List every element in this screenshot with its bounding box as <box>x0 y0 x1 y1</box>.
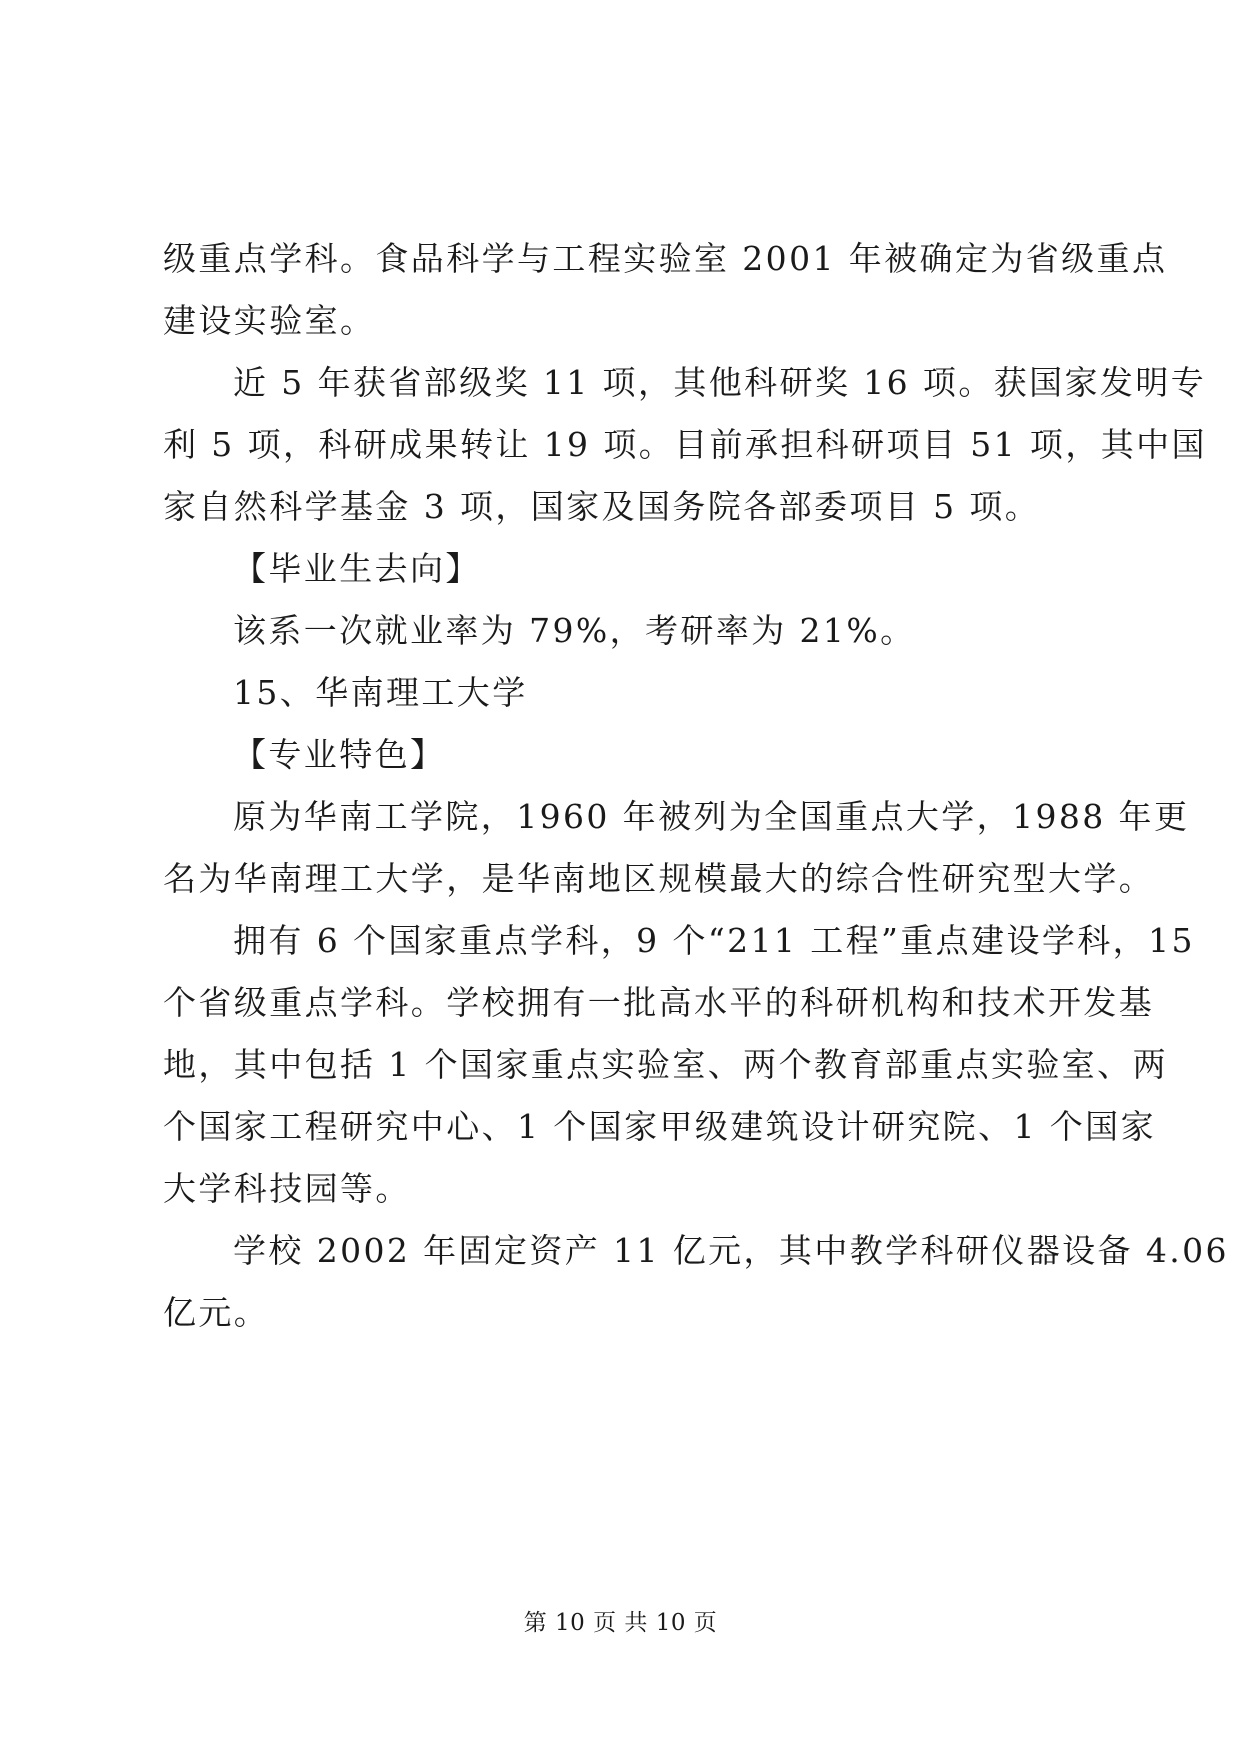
page-footer <box>0 1608 1241 1638</box>
text-line-4: 利 5 项，科研成果转让 19 项。目前承担科研项目 51 项，其中国 <box>163 425 1207 464</box>
university-heading: 15、华南理工大学 <box>233 673 528 712</box>
text-line-2: 建设实验室。 <box>163 301 376 340</box>
text-line-16: 大学科技园等。 <box>163 1169 411 1208</box>
text-line-12: 拥有 6 个国家重点学科，9 个“211 工程”重点建设学科，15 <box>233 921 1195 960</box>
text-line-14: 地，其中包括 1 个国家重点实验室、两个教育部重点实验室、两 <box>163 1045 1168 1084</box>
section-heading-graduates: 【毕业生去向】 <box>233 549 481 588</box>
text-line-1: 级重点学科。食品科学与工程实验室 2001 年被确定为省级重点 <box>163 239 1168 278</box>
text-line-3: 近 5 年获省部级奖 11 项，其他科研奖 16 项。获国家发明专 <box>233 363 1207 402</box>
page-number: 第 10 页 共 10 页 <box>523 1610 718 1636</box>
text-line-11: 名为华南理工大学，是华南地区规模最大的综合性研究型大学。 <box>163 859 1155 898</box>
text-line-13: 个省级重点学科。学校拥有一批高水平的科研机构和技术开发基 <box>163 983 1155 1022</box>
text-line-10: 原为华南工学院，1960 年被列为全国重点大学，1988 年更 <box>233 797 1190 836</box>
text-line-18: 亿元。 <box>163 1293 270 1332</box>
text-line-5: 家自然科学基金 3 项，国家及国务院各部委项目 5 项。 <box>163 487 1041 526</box>
text-line-15: 个国家工程研究中心、1 个国家甲级建筑设计研究院、1 个国家 <box>163 1107 1156 1146</box>
section-heading-features: 【专业特色】 <box>233 735 446 774</box>
document-body <box>163 228 1229 1344</box>
text-line-17: 学校 2002 年固定资产 11 亿元，其中教学科研仪器设备 4.06 <box>233 1231 1229 1270</box>
text-line-7: 该系一次就业率为 79%，考研率为 21%。 <box>233 611 916 650</box>
